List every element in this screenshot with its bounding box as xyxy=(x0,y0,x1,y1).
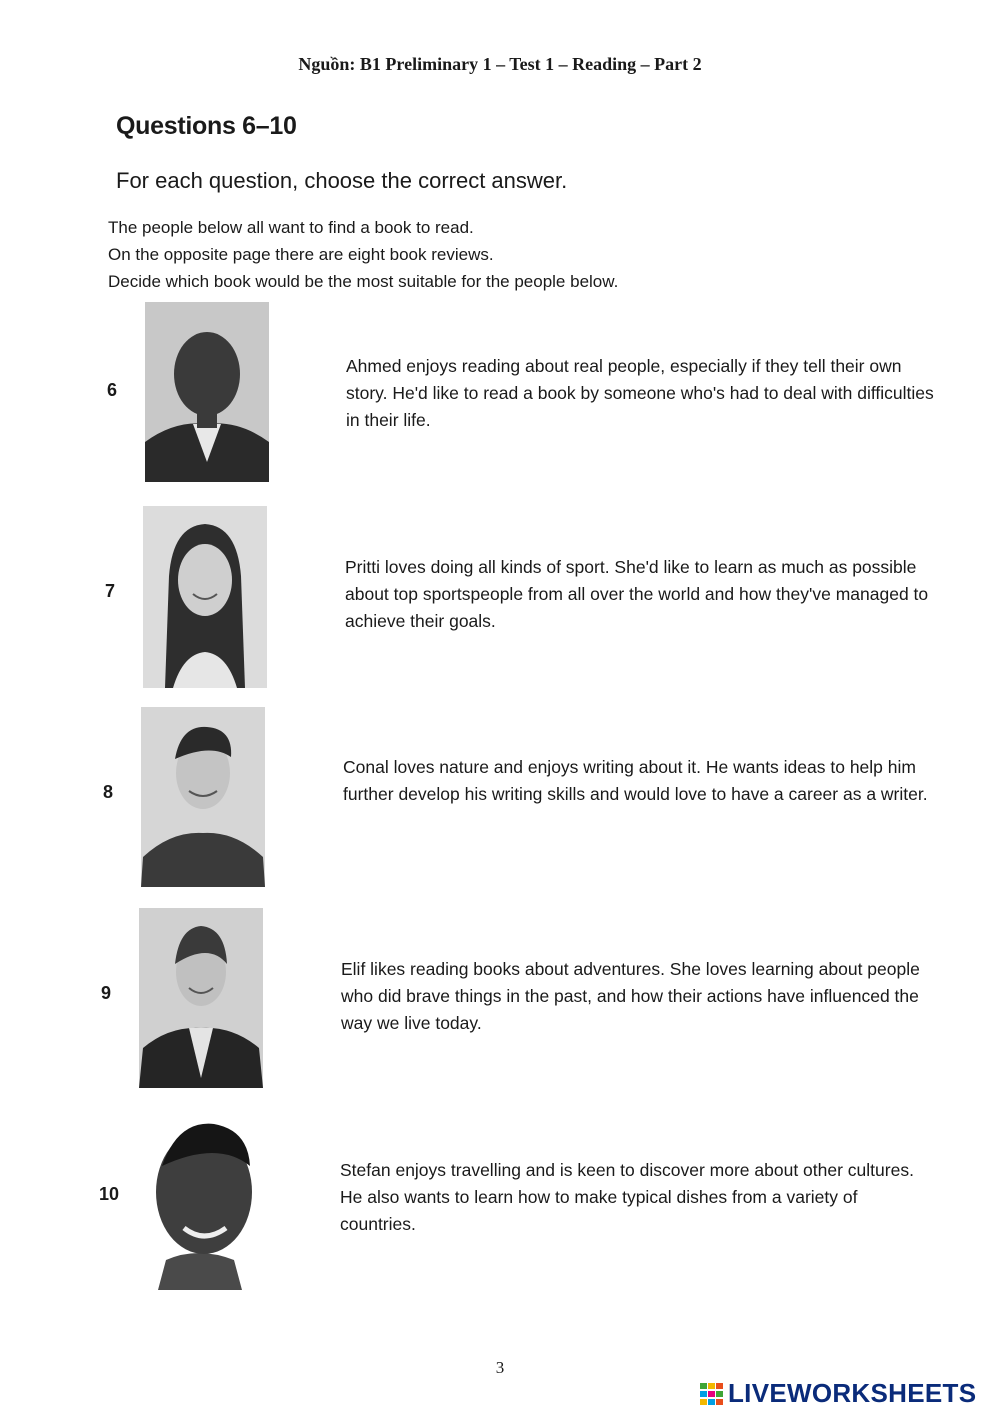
person-description: Stefan enjoys travelling and is keen to discover more about other cultures. He also wants to learn how to make typical dishes from a variety of countries. xyxy=(340,1160,914,1234)
person-photo xyxy=(145,302,269,482)
page-number: 3 xyxy=(495,1358,505,1377)
person-photo xyxy=(141,707,265,887)
intro-line: The people below all want to find a book to read. xyxy=(108,218,474,237)
intro-line: Decide which book would be the most suitable for the people below. xyxy=(108,272,619,291)
question-number: 7 xyxy=(105,581,116,601)
person-description: Ahmed enjoys reading about real people, especially if they tell their own story. He'd like to read a book by someone who's had to deal with difficulties in their life. xyxy=(346,356,934,430)
question-number: 6 xyxy=(107,380,118,400)
person-description: Conal loves nature and enjoys writing about it. He wants ideas to help him further develop his writing skills and would love to have a career as a writer. xyxy=(343,757,928,804)
liveworksheets-logo xyxy=(700,1378,976,1409)
person-photo xyxy=(139,908,263,1088)
brand-name: LIVEWORKSHEETS xyxy=(728,1378,977,1408)
questions-title: Questions 6–10 xyxy=(116,112,297,140)
question-number: 10 xyxy=(99,1184,120,1204)
source-header: Nguồn: B1 Preliminary 1 – Test 1 – Reading – Part 2 xyxy=(298,54,702,74)
liveworksheets-grid-icon xyxy=(700,1383,724,1405)
instruction-text: For each question, choose the correct answer. xyxy=(116,168,568,193)
person-description: Elif likes reading books about adventures. She loves learning about people who did brave things in the past, and how their actions have influenced the way we live today. xyxy=(341,959,920,1033)
question-number: 9 xyxy=(101,983,112,1003)
intro-line: On the opposite page there are eight book reviews. xyxy=(108,245,494,264)
person-description: Pritti loves doing all kinds of sport. She'd like to learn as much as possible about top sportspeople from all over the world and how they've managed to achieve their goals. xyxy=(345,557,929,631)
question-number: 8 xyxy=(103,782,114,802)
person-photo xyxy=(143,506,267,688)
person-photo xyxy=(138,1110,262,1290)
